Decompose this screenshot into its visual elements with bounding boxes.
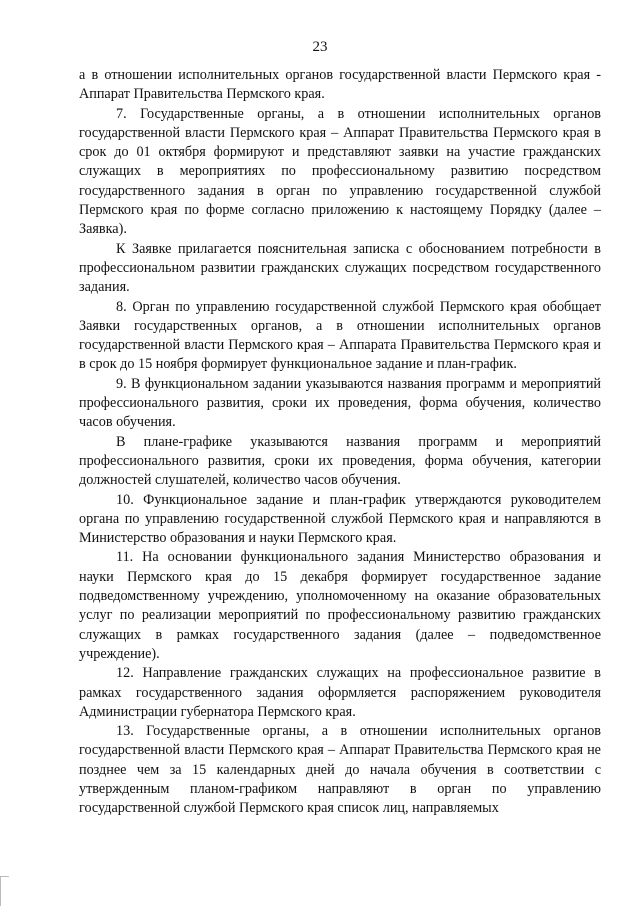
paragraph-item-9: 9. В функциональном задании указываются названия программ и мероприятий профессионального развития, сроки их проведения, форма обучения, количество часов обучения. bbox=[79, 375, 601, 431]
paragraph-item-11: 11. На основании функционального задания Министерство образования и науки Пермского края до 15 декабря формирует государственное задание подведомственному учреждению, уполномоченному на оказание образовательных услуг по реализации мероприятий по профессиональному развитию гражданских служащих в рамках государственного задания (далее – подведомственное учреждение). bbox=[79, 549, 601, 662]
paragraph-0: а в отношении исполнительных органов государственной власти Пермского края - Аппарат Правительства Пермского края. bbox=[79, 67, 601, 103]
document-body bbox=[79, 66, 601, 819]
paragraph-item-8: 8. Орган по управлению государственной службой Пермского края обобщает Заявки государственных органов, а в отношении исполнительных органов государственной власти Пермского края – Аппарата Правительства Пермского края и в срок до 15 ноября формирует функциональное задание и план-график. bbox=[79, 298, 601, 373]
paragraph-item-12: 12. Направление гражданских служащих на профессиональное развитие в рамках государственного задания оформляется распоряжением руководителя Администрации губернатора Пермского края. bbox=[79, 665, 601, 720]
paragraph-item-7: 7. Государственные органы, а в отношении исполнительных органов государственной власти Пермского края – Аппарат Правительства Пермского края в срок до 01 октября формируют и представляют заявки на участие гражданских служащих в мероприятиях по профессиональному развитию посредством государственного задания в орган по управлению государственной службой Пермского края по форме согласно приложению к настоящему Порядку (далее – Заявка). bbox=[79, 105, 601, 238]
paragraph-item-13: 13. Государственные органы, а в отношении исполнительных органов государственной власти Пермского края – Аппарат Правительства Пермского края не позднее чем за 15 календарных дней до начала обучения в соответствии с утвержденным планом-графиком направляют в орган по управлению государственной службой Пермского края список лиц, направляемых bbox=[79, 723, 601, 817]
page-number: 23 bbox=[312, 39, 328, 55]
paragraph-explanatory-note: К Заявке прилагается пояснительная записка с обоснованием потребности в профессиональном развитии гражданских служащих посредством государственного задания. bbox=[79, 240, 601, 296]
paragraph-item-10: 10. Функциональное задание и план-график утверждаются руководителем органа по управлению государственной службой Пермского края и направляются в Министерство образования и науки Пермского края. bbox=[79, 491, 601, 547]
scan-edge-mark bbox=[0, 876, 9, 906]
paragraph-plan-schedule: В плане-графике указываются названия программ и мероприятий профессионального развития, сроки их проведения, форма обучения, категории должностей слушателей, количество часов обучения. bbox=[79, 433, 601, 489]
